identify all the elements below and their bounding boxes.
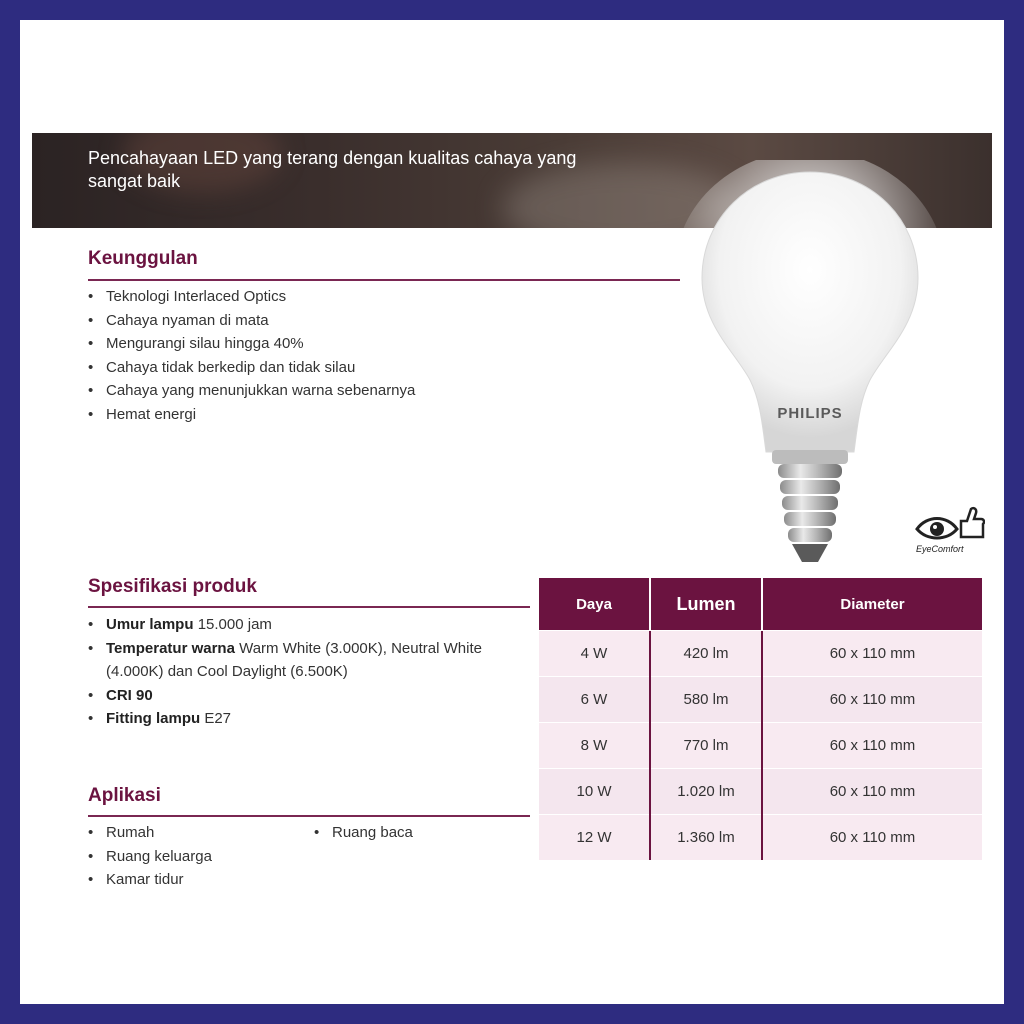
table-row — [539, 677, 982, 723]
cell-lumen: 1.360 lm — [650, 815, 762, 861]
list-item: • Hemat energi — [86, 403, 646, 427]
table-row — [539, 769, 982, 815]
spec-table — [539, 578, 982, 860]
header-diameter: Diameter — [762, 578, 982, 631]
cell-diameter: 60 x 110 mm — [762, 723, 982, 769]
aplikasi-list-col2 — [312, 821, 512, 845]
bulb-image — [680, 160, 940, 580]
spesifikasi-rule — [88, 606, 530, 608]
table-row — [539, 723, 982, 769]
keunggulan-rule — [88, 279, 680, 281]
list-item: • Mengurangi silau hingga 40% — [86, 332, 646, 356]
banner-headline: Pencahayaan LED yang terang dengan kualitas cahaya yang sangat baik — [88, 148, 577, 191]
aplikasi-rule — [88, 815, 530, 817]
cell-diameter: 60 x 110 mm — [762, 769, 982, 815]
spesifikasi-title: Spesifikasi produk — [88, 576, 257, 597]
cell-diameter: 60 x 110 mm — [762, 815, 982, 861]
cell-daya: 10 W — [539, 769, 650, 815]
list-item: • Cahaya yang menunjukkan warna sebenarnya — [86, 379, 646, 403]
keunggulan-title: Keunggulan — [88, 248, 198, 269]
list-item: • Umur lampu 15.000 jam — [86, 613, 506, 637]
list-item: • Cahaya nyaman di mata — [86, 309, 646, 333]
list-item: • Teknologi Interlaced Optics — [86, 285, 646, 309]
cell-diameter: 60 x 110 mm — [762, 677, 982, 723]
list-item: • Fitting lampu E27 — [86, 707, 506, 731]
table-header-row — [539, 578, 982, 631]
list-item: • Temperatur warna Warm White (3.000K), Neutral White (4.000K) dan Cool Daylight (6.500K) — [86, 637, 506, 684]
cell-diameter: 60 x 110 mm — [762, 631, 982, 677]
table-row — [539, 815, 982, 861]
cell-daya: 12 W — [539, 815, 650, 861]
list-item: • Ruang baca — [312, 821, 512, 845]
header-daya: Daya — [539, 578, 650, 631]
cell-daya: 4 W — [539, 631, 650, 677]
cell-lumen: 580 lm — [650, 677, 762, 723]
spec-sheet — [20, 20, 1004, 1004]
cell-lumen: 1.020 lm — [650, 769, 762, 815]
list-item: • Ruang keluarga — [86, 845, 286, 869]
cell-lumen: 420 lm — [650, 631, 762, 677]
aplikasi-list-col1 — [86, 821, 286, 892]
list-item: • Kamar tidur — [86, 868, 286, 892]
spesifikasi-list — [86, 613, 506, 731]
keunggulan-list — [86, 285, 646, 426]
list-item: • Cahaya tidak berkedip dan tidak silau — [86, 356, 646, 380]
cell-lumen: 770 lm — [650, 723, 762, 769]
cell-daya: 8 W — [539, 723, 650, 769]
list-item: • CRI 90 — [86, 684, 506, 708]
list-item: • Rumah — [86, 821, 286, 845]
table-row — [539, 631, 982, 677]
brand-logo: PHILIPS — [777, 405, 843, 422]
aplikasi-title: Aplikasi — [88, 785, 161, 806]
cell-daya: 6 W — [539, 677, 650, 723]
eye-comfort-label: EyeComfort — [916, 544, 964, 554]
header-lumen: Lumen — [650, 578, 762, 631]
